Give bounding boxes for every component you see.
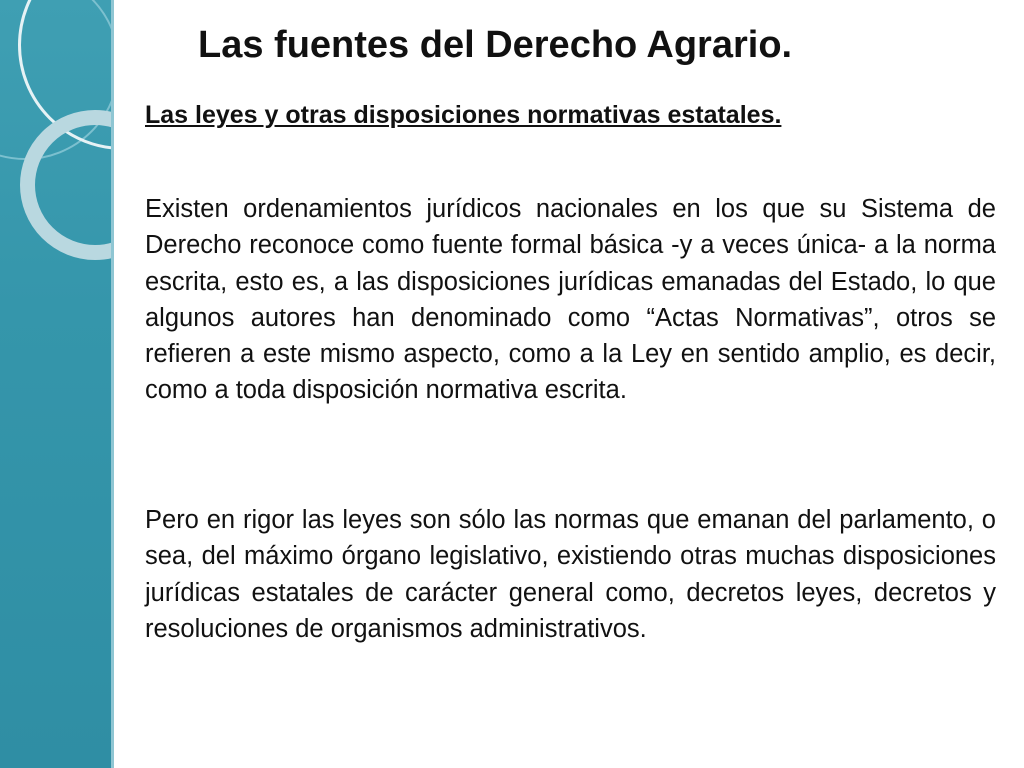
slide-subtitle: Las leyes y otras disposiciones normativas estatales. (145, 101, 782, 129)
body-paragraph-2: Pero en rigor las leyes son sólo las normas que emanan del parlamento, o sea, del máximo órgano legislativo, existiendo otras muchas disposiciones jurídicas estatales de carácter general como, decretos leyes, decretos y resoluciones de organismos administrativos. (145, 506, 996, 643)
body-paragraph-1: Existen ordenamientos jurídicos nacionales en los que su Sistema de Derecho reconoce como fuente formal básica -y a veces única- a la norma escrita, esto es, a las disposiciones jurídicas emanadas del Estado, lo que algunos autores han denominado como “Actas Normativas”, otros se refieren a este mismo aspecto, como a la Ley en sentido amplio, es decir, como a toda disposición normativa escrita. (145, 195, 996, 405)
band-edge-line (111, 0, 114, 768)
decorative-side-band (0, 0, 113, 768)
slide-title: Las fuentes del Derecho Agrario. (198, 24, 793, 66)
